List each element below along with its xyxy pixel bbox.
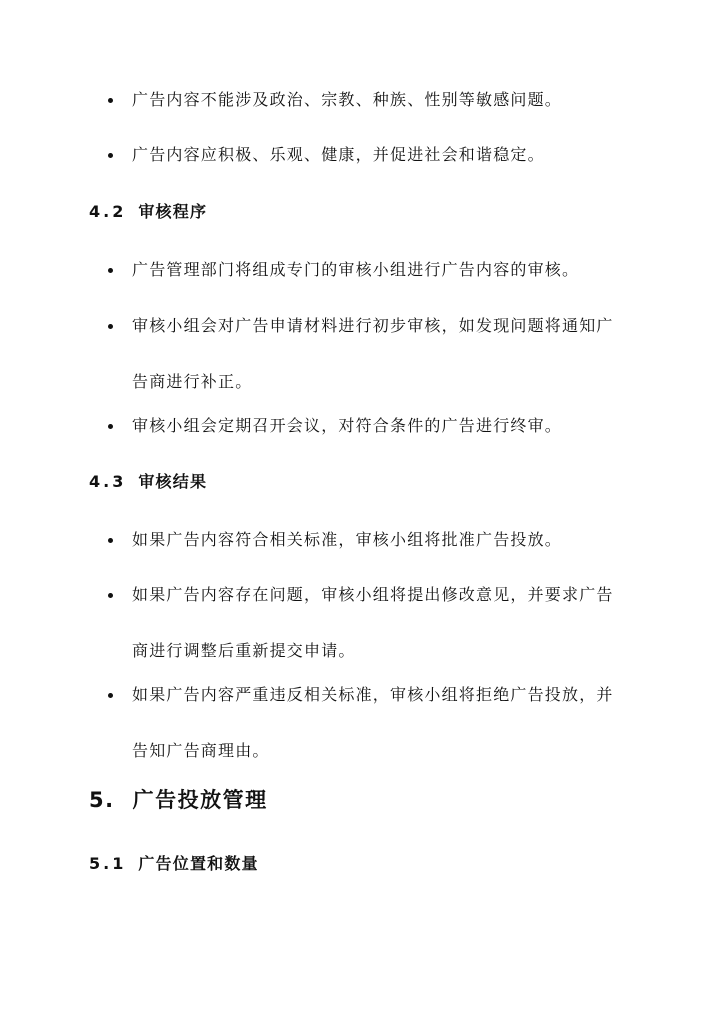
section-title: 审核结果 bbox=[138, 472, 208, 491]
list-item-text: 如果广告内容符合相关标准，审核小组将批准广告投放。 bbox=[132, 530, 563, 549]
section-number: 4.3 bbox=[89, 472, 127, 491]
section-number: 5. bbox=[89, 788, 115, 812]
list-item-text: 审核小组会定期召开会议，对符合条件的广告进行终审。 bbox=[132, 416, 563, 435]
section-heading-5-1 bbox=[89, 852, 259, 876]
bullet-icon bbox=[108, 538, 113, 543]
list-item bbox=[108, 667, 628, 779]
list-item-text: 广告管理部门将组成专门的审核小组进行广告内容的审核。 bbox=[132, 260, 580, 279]
section-title: 审核程序 bbox=[138, 202, 208, 221]
bullet-icon bbox=[108, 98, 113, 103]
section-title: 广告投放管理 bbox=[132, 788, 268, 812]
section-heading-5 bbox=[89, 785, 268, 815]
list-item-text: 审核小组会对广告申请材料进行初步审核，如发现问题将通知广告商进行补正。 bbox=[132, 316, 614, 391]
list-item bbox=[108, 512, 628, 568]
list-item-text: 广告内容不能涉及政治、宗教、种族、性别等敏感问题。 bbox=[132, 90, 563, 109]
bullet-icon bbox=[108, 324, 113, 329]
list-item-text: 如果广告内容存在问题，审核小组将提出修改意见，并要求广告商进行调整后重新提交申请。 bbox=[132, 585, 614, 660]
list-item bbox=[108, 398, 628, 454]
list-item bbox=[108, 242, 628, 298]
list-item bbox=[108, 127, 628, 183]
bullet-icon bbox=[108, 593, 113, 598]
section-number: 5.1 bbox=[89, 854, 127, 873]
list-item bbox=[108, 72, 628, 128]
section-heading-4-3 bbox=[89, 470, 207, 494]
bullet-icon bbox=[108, 424, 113, 429]
bullet-icon bbox=[108, 268, 113, 273]
section-number: 4.2 bbox=[89, 202, 127, 221]
list-item bbox=[108, 567, 628, 679]
section-title: 广告位置和数量 bbox=[138, 854, 259, 873]
list-item-text: 广告内容应积极、乐观、健康，并促进社会和谐稳定。 bbox=[132, 145, 545, 164]
list-item-text: 如果广告内容严重违反相关标准，审核小组将拒绝广告投放，并告知广告商理由。 bbox=[132, 685, 614, 760]
list-item bbox=[108, 298, 628, 410]
section-heading-4-2 bbox=[89, 200, 207, 224]
bullet-icon bbox=[108, 153, 113, 158]
bullet-icon bbox=[108, 693, 113, 698]
